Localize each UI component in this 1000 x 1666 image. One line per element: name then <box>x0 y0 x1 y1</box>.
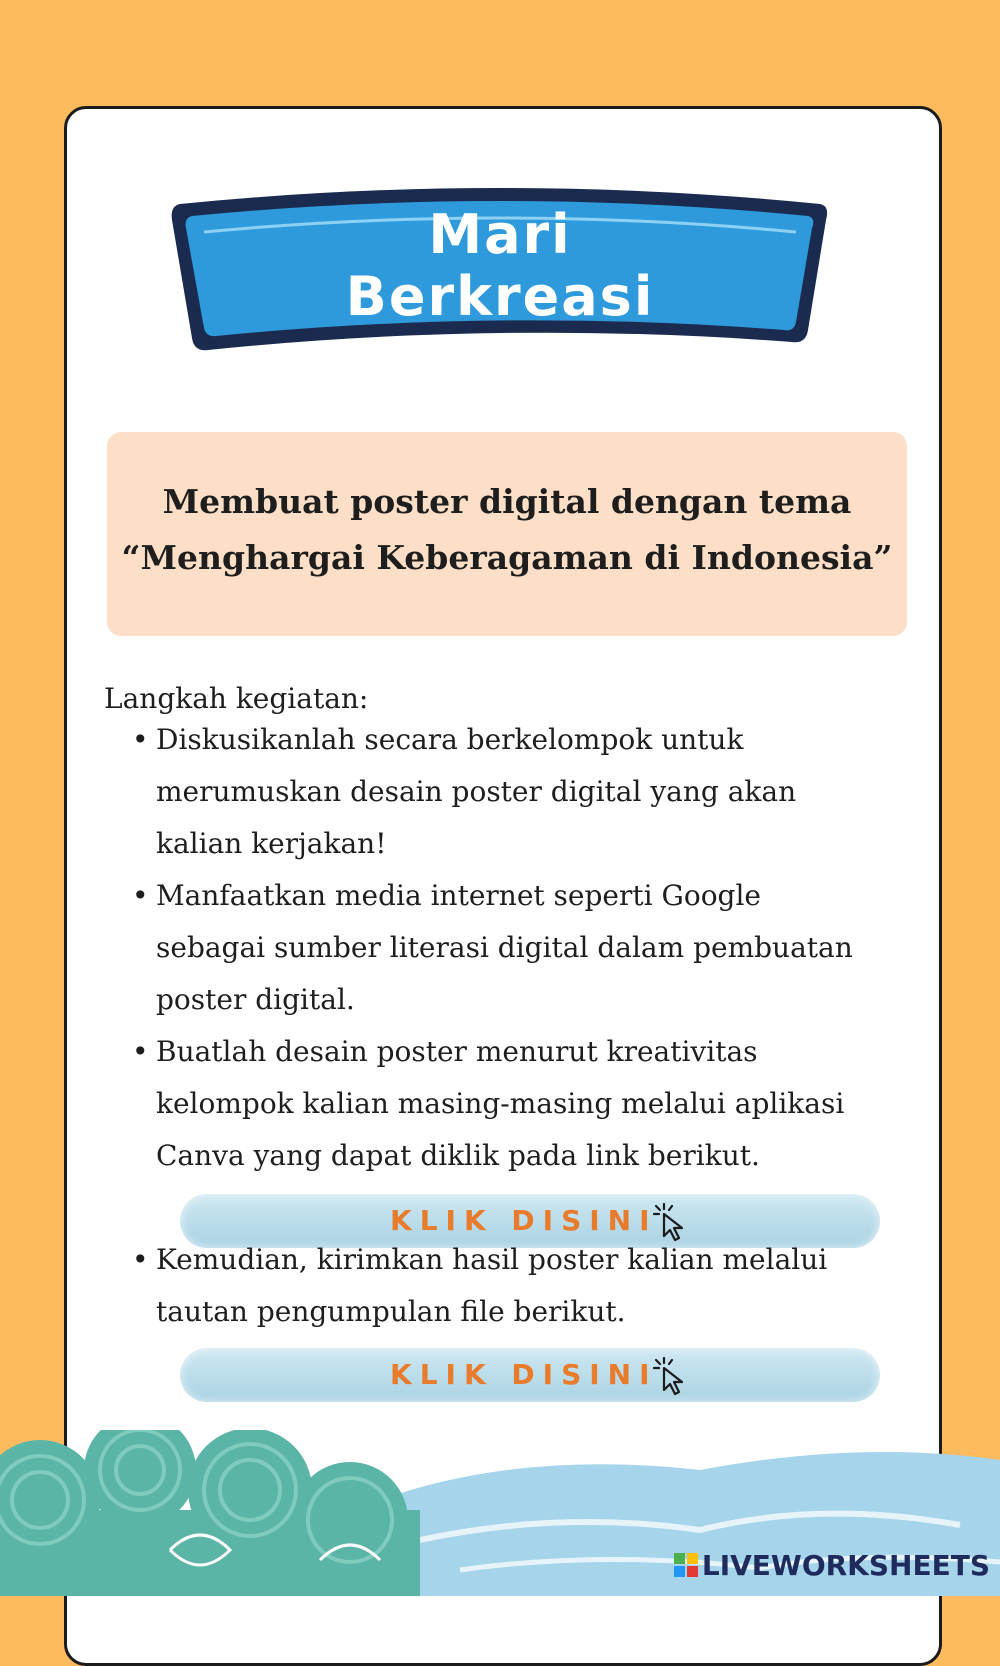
step-3-line: Canva yang dapat diklik pada link berikut. <box>156 1139 760 1172</box>
step-1-line: Diskusikanlah secara berkelompok untuk <box>156 723 744 756</box>
step-2-line: sebagai sumber literasi digital dalam pembuatan <box>156 931 853 964</box>
banner-title-line1: Mari <box>428 203 572 266</box>
bullet-icon: • <box>132 879 149 912</box>
bullet-icon: • <box>132 723 149 756</box>
step-1-line: kalian kerjakan! <box>156 827 387 860</box>
step-2-line: poster digital. <box>156 983 355 1016</box>
step-3-line: Buatlah desain poster menurut kreativitas <box>156 1035 758 1068</box>
step-4-line: tautan pengumpulan file berikut. <box>156 1295 626 1328</box>
canva-link-label: KLIK DISINI <box>390 1204 658 1237</box>
steps-heading: Langkah kegiatan: <box>104 682 369 715</box>
bullet-icon: • <box>132 1243 149 1276</box>
step-item-2 <box>132 870 912 1026</box>
brand-logo <box>674 1549 990 1582</box>
banner-title-line2: Berkreasi <box>345 265 655 328</box>
step-item-1 <box>132 714 912 870</box>
step-item-3 <box>132 1026 912 1182</box>
step-3-line: kelompok kalian masing-masing melalui aplikasi <box>156 1087 845 1120</box>
step-4-line: Kemudian, kirimkan hasil poster kalian melalui <box>156 1243 828 1276</box>
brand-name: LIVEWORKSHEETS <box>701 1549 990 1582</box>
submit-link-label: KLIK DISINI <box>390 1358 658 1391</box>
step-item-4 <box>132 1234 912 1338</box>
theme-line-1: Membuat poster digital dengan tema <box>162 482 852 521</box>
banner-title <box>160 204 840 328</box>
theme-box <box>107 432 907 636</box>
title-banner <box>160 180 840 370</box>
bullet-icon: • <box>132 1035 149 1068</box>
step-1-line: merumuskan desain poster digital yang akan <box>156 775 797 808</box>
step-2-line: Manfaatkan media internet seperti Google <box>156 879 761 912</box>
liveworksheets-logo-icon <box>674 1553 698 1577</box>
submit-link-button[interactable] <box>180 1348 880 1402</box>
theme-line-2: “Menghargai Keberagaman di Indonesia” <box>121 538 893 577</box>
cursor-click-icon <box>650 1356 694 1396</box>
